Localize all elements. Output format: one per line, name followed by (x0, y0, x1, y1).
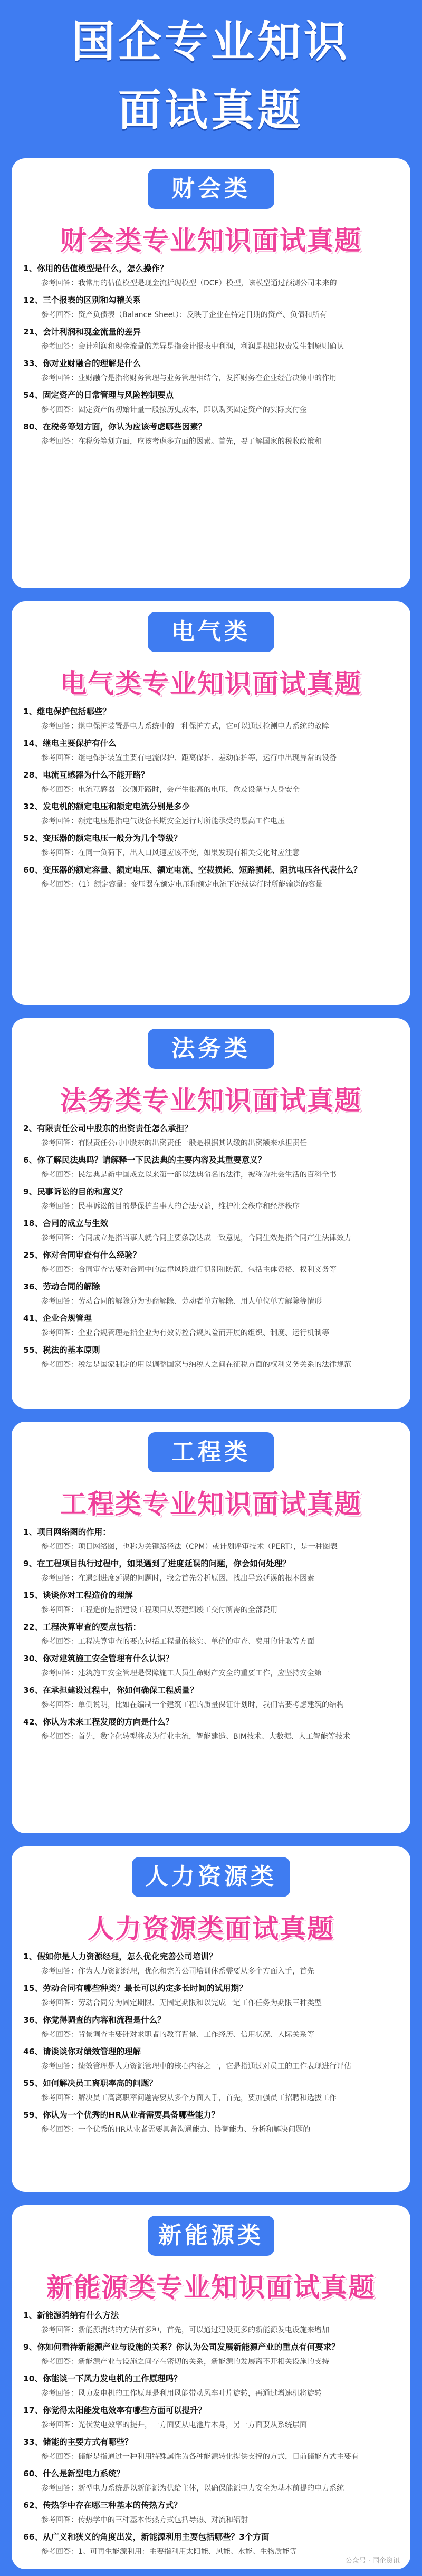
answer: 参考回答：（1）额定容量：变压器在额定电压和额定电流下连续运行时所能输送的容量 (41, 880, 323, 889)
answer: 参考回答：有限责任公司中股东的出资责任一般是根据其认缴的出资额来承担责任 (41, 1139, 307, 1147)
question: 1、假如你是人力资源经理，怎么优化完善公司培训？ (23, 1952, 217, 1961)
answer: 参考回答：解决员工高离职率问题需要从多个方面入手，首先，要加强员工招聘和选拔工作 (41, 2094, 337, 2102)
answer: 参考回答：光伏发电效率的提升，一方面要从电池片本身，另一方面要从系统层面 (41, 2421, 307, 2429)
section-electrical (12, 601, 410, 1005)
answer: 参考回答：建筑施工安全管理是保障施工人员生命财产安全的重要工作，应坚持安全第一 (41, 1669, 329, 1678)
question: 15、谈谈你对工程造价的理解 (23, 1591, 133, 1600)
answer: 参考回答：业财融合是指将财务管理与业务管理相结合，发挥财务在企业经营决策中的作用 (41, 374, 337, 382)
question: 18、合同的成立与生效 (23, 1219, 109, 1228)
section-tab: 新能源类 (148, 2216, 274, 2256)
section-hr (12, 1846, 410, 2192)
answer: 参考回答：继电保护装置是电力系统中的一种保护方式，它可以通过检测电力系统的故障 (41, 722, 329, 731)
question: 46、请谈谈你对绩效管理的理解 (23, 2047, 141, 2056)
question: 2、有限责任公司中股东的出资责任怎么承担？ (23, 1124, 193, 1133)
question: 14、继电主要保护有什么 (23, 739, 117, 748)
answer: 参考回答：税法是国家制定的用以调整国家与纳税人之间在征税方面的权利义务关系的法律规范 (41, 1361, 351, 1369)
section-tab: 工程类 (148, 1432, 274, 1472)
answer: 参考回答：传热学中的三种基本传热方式包括导热、对流和辐射 (41, 2516, 248, 2524)
question: 55、税法的基本原则 (23, 1345, 100, 1355)
question: 1、项目网络图的作用： (23, 1527, 111, 1537)
answer: 参考回答：固定资产的初始计量一般按历史成本，即以购买固定资产的实际支付金 (41, 406, 307, 414)
section-new-energy (12, 2205, 410, 2569)
qa-list (23, 2310, 399, 2561)
question: 66、从广义和狭义的角度出发，新能源利用主要包括哪些？3个方面 (23, 2532, 270, 2542)
qa-list (23, 1123, 399, 1400)
question: 1、你用的估值模型是什么，怎么操作？ (23, 264, 168, 273)
answer: 参考回答：额定电压是指电气设备长期安全运行时所能承受的最高工作电压 (41, 817, 285, 826)
answer: 参考回答：企业合规管理是指企业为有效防控合规风险而开展的组织、制度、运行机制等 (41, 1329, 329, 1337)
section-engineering (12, 1422, 410, 1833)
question: 32、发电机的额定电压和额定电流分别是多少 (23, 802, 190, 811)
question: 25、你对合同审查有什么经验？ (23, 1250, 141, 1260)
question: 30、你对建筑施工安全管理有什么认识？ (23, 1654, 174, 1663)
answer: 参考回答：绩效管理是人力资源管理中的核心内容之一，它是指通过对员工的工作表现进行评估 (41, 2062, 351, 2071)
question: 9、民事诉讼的目的和意义？ (23, 1187, 127, 1196)
section-banner: 新能源类专业知识面试真题 (46, 2272, 376, 2303)
answer: 参考回答：作为人力资源经理，优化和完善公司培训体系需要从多个方面入手，首先 (41, 1967, 314, 1976)
answer: 参考回答：在税务筹划方面，应该考虑多方面的因素。首先，要了解国家的税收政策和 (41, 437, 322, 446)
question: 9、在工程项目执行过程中，如果遇到了进度延误的问题，你会如何处理？ (23, 1559, 291, 1568)
answer: 参考回答：新型电力系统是以新能源为供给主体，以确保能源电力安全为基本前提的电力系统 (41, 2484, 344, 2493)
section-tab: 人力资源类 (132, 1857, 290, 1897)
answer: 参考回答：新能源产业与设施之间存在密切的关系，新能源的发展离不开相关设施的支持 (41, 2358, 329, 2366)
question: 41、企业合规管理 (23, 1314, 92, 1323)
qa-list (23, 1951, 399, 2184)
answer: 参考回答：资产负债表（Balance Sheet）：反映了企业在特定日期的资产、负债和所有 (41, 311, 327, 319)
page-title-line2: 面试真题 (118, 85, 304, 136)
question: 55、如何解决员工离职率高的问题？ (23, 2079, 158, 2088)
answer: 参考回答：民事诉讼的目的是保护当事人的合法权益，维护社会秩序和经济秩序 (41, 1202, 300, 1211)
section-banner: 电气类专业知识面试真题 (60, 668, 362, 699)
question: 10、你能谈一下风力发电机的工作原理吗？ (23, 2374, 182, 2383)
question: 9、你如何看待新能源产业与设施的关系？你认为公司发展新能源产业的重点有何要求？ (23, 2342, 340, 2352)
answer: 参考回答：背景调查主要针对求职者的教育背景、工作经历、信用状况、人际关系等 (41, 2031, 314, 2039)
section-banner: 法务类专业知识面试真题 (60, 1085, 362, 1116)
question: 80、在税务筹划方面，你认为应该考虑哪些因素？ (23, 422, 207, 432)
section-tab: 法务类 (148, 1029, 274, 1069)
answer: 参考回答：储能是指通过一种利用特殊属性为各种能源转化提供支撑的方式，目前储能方式主要有 (41, 2453, 359, 2461)
page-title-line1: 国企专业知识 (71, 17, 350, 67)
section-tab: 电气类 (148, 612, 274, 652)
question: 33、储能的主要方式有哪些？ (23, 2437, 133, 2447)
answer: 参考回答：风力发电机的工作原理是利用风能带动风车叶片旋转，再通过增速机将旋转 (41, 2389, 322, 2398)
section-banner: 工程类专业知识面试真题 (60, 1489, 362, 1519)
answer: 参考回答：劳动合同的解除分为协商解除、劳动者单方解除、用人单位单方解除等情形 (41, 1297, 322, 1306)
question: 62、传热学中存在哪三种基本的传热方式？ (23, 2501, 182, 2510)
answer: 参考回答：我常用的估值模型是现金流折现模型（DCF）模型，该模型通过预测公司未来的 (41, 279, 337, 288)
answer: 参考回答：合同成立是指当事人就合同主要条款达成一致意见，合同生效是指合同产生法律效力 (41, 1234, 351, 1242)
section-accounting (12, 158, 410, 588)
hero-header (0, 0, 422, 158)
answer: 参考回答：项目网络图，也称为关键路径法（CPM）或计划评审技术（PERT），是一种图表 (41, 1543, 338, 1551)
answer: 参考回答：电流互感器二次侧开路时，会产生很高的电压，危及设备与人身安全 (41, 786, 300, 794)
answer: 参考回答：继电保护装置主要有电流保护、距离保护、差动保护等，运行中出现异常的设备 (41, 754, 337, 762)
section-banner: 财会类专业知识面试真题 (60, 225, 362, 256)
question: 22、工程决算审查的要点包括： (23, 1622, 141, 1632)
section-legal (12, 1018, 410, 1409)
qa-list (23, 706, 399, 997)
answer: 参考回答：工程造价是指建设工程项目从筹建到竣工交付所需的全部费用 (41, 1606, 277, 1614)
question: 33、你对业财融合的理解是什么 (23, 359, 141, 368)
answer: 参考回答：一个优秀的HR从业者需要具备沟通能力、协调能力、分析和解决问题的 (41, 2125, 311, 2134)
question: 28、电流互感器为什么不能开路？ (23, 770, 149, 780)
question: 42、你认为未来工程发展的方向是什么？ (23, 1717, 174, 1727)
answer: 参考回答：劳动合同分为固定期限、无固定期限和以完成一定工作任务为期限三种类型 (41, 1999, 322, 2007)
question: 1、新能源消纳有什么方法 (23, 2311, 119, 2320)
question: 60、变压器的额定容量、额定电压、额定电流、空载损耗、短路损耗、阻抗电压各代表什么？ (23, 865, 362, 875)
qa-list (23, 263, 399, 580)
answer: 参考回答：单侧说明，比如在编制一个建筑工程的质量保证计划时，我们需要考虑建筑的结构 (41, 1701, 344, 1709)
answer: 参考回答：会计利润和现金流量的差异是指会计报表中利润，利润是根据权责发生制原则确认 (41, 342, 344, 351)
question: 6、你了解民法典吗？请解释一下民法典的主要内容及其重要意义？ (23, 1155, 266, 1165)
section-tab: 财会类 (148, 169, 274, 209)
answer: 参考回答：合同审查需要对合同中的法律风险进行识别和防范，包括主体资格、权利义务等 (41, 1266, 337, 1274)
question: 36、在承担建设过程中，你如何确保工程质量？ (23, 1686, 198, 1695)
question: 17、你觉得太阳能发电效率有哪些方面可以提升？ (23, 2406, 207, 2415)
qa-list (23, 1526, 399, 1825)
question: 60、什么是新型电力系统？ (23, 2469, 125, 2478)
question: 36、你觉得调查的内容和流程是什么？ (23, 2015, 166, 2025)
question: 1、继电保护包括哪些？ (23, 707, 111, 716)
footer-account: 公众号 · 国企资讯 (345, 2557, 400, 2565)
answer: 参考回答：工程决算审查的要点包括工程量的核实、单价的审查、费用的计取等方面 (41, 1637, 314, 1646)
answer: 参考回答：新能源消纳的方法有多种，首先，可以通过建设更多的新能源发电设施来增加 (41, 2326, 329, 2334)
question: 12、三个报表的区别和勾稽关系 (23, 295, 141, 305)
question: 59、你认为一个优秀的HR从业者需要具备哪些能力？ (23, 2110, 219, 2120)
question: 36、劳动合同的解除 (23, 1282, 100, 1291)
question: 21、会计利润和现金流量的差异 (23, 327, 141, 337)
answer: 参考回答：在同一负荷下，出入口风速应该不变，如果发现有相关变化时应注意 (41, 849, 300, 857)
question: 54、固定资产的日常管理与风险控制要点 (23, 390, 174, 400)
answer: 参考回答：首先，数字化转型将成为行业主流，智能建造、BIM技术、大数据、人工智能等技术 (41, 1732, 350, 1741)
answer: 参考回答：民法典是新中国成立以来第一部以法典命名的法律，被称为社会生活的百科全书 (41, 1171, 337, 1179)
question: 52、变压器的额定电压一般分为几个等级？ (23, 834, 182, 843)
answer: 参考回答：在遇到进度延误的问题时，我会首先分析原因，找出导致延误的根本因素 (41, 1574, 314, 1583)
answer: 参考回答：1、可再生能源利用：主要指利用太阳能、风能、水能、生物质能等 (41, 2548, 297, 2556)
section-banner: 人力资源类面试真题 (88, 1913, 334, 1944)
question: 15、劳动合同有哪些种类？最长可以约定多长时间的试用期？ (23, 1984, 247, 1993)
